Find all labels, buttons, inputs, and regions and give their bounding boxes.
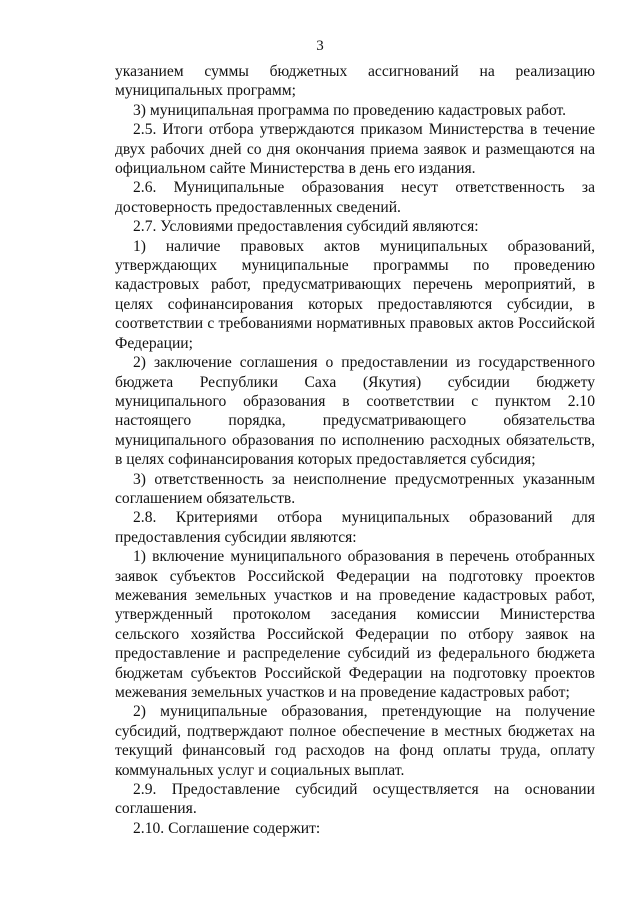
paragraph-2-7-item-1: 1) наличие правовых актов муниципальных образований, утверждающих муниципальные программы по проведению кадастровых работ, предусматривающих перечень мероприятий, в целях софинансирования которых предоставляются субсидии, в соответствии с требованиями нормативных правовых актов Российской Федерации; [115,237,595,352]
paragraph-2-7: 2.7. Условиями предоставления субсидий являются: [133,218,479,236]
paragraph-2-10: 2.10. Соглашение содержит: [133,819,321,837]
paragraph-2-8-item-2: 2) муниципальные образования, претендующие на получение субсидий, подтверждают полное обеспечение в местных бюджетах на текущий финансовый год расходов на фонд оплаты труда, оплату коммунальных услуг и социальных выплат. [115,703,595,779]
document-body [115,62,595,838]
paragraph-2-5: 2.5. Итоги отбора утверждаются приказом Министерства в течение двух рабочих дней со дня окончания приема заявок и размещаются на официальном сайте Министерства в день его издания. [115,121,595,178]
paragraph-2-6: 2.6. Муниципальные образования несут ответственность за достоверность предоставленных сведений. [115,179,595,216]
paragraph-2-8-item-1: 1) включение муниципального образования в перечень отобранных заявок субъектов Российской Федерации на подготовку проектов межевания земельных участков и на проведение кадастровых работ, утвержденный протоколом заседания комиссии Министерства сельского хозяйства Российской Федерации по отбору заявок на предоставление и распределение субсидий из федерального бюджета бюджетам субъектов Российской Федерации на подготовку проектов межевания земельных участков и на проведение кадастровых работ; [115,548,595,701]
paragraph-2-7-item-2: 2) заключение соглашения о предоставлении из государственного бюджета Республики Саха (Якутия) субсидии бюджету муниципального образования в соответствии с пунктом 2.10 настоящего порядка, предусматривающего обязательства муниципального образования по исполнению расходных обязательств, в целях софинансирования которых предоставляется субсидия; [115,354,595,469]
paragraph-2-8: 2.8. Критериями отбора муниципальных образований для предоставления субсидии являются: [115,509,595,546]
page-number: 3 [316,38,324,54]
paragraph-item-3-program: 3) муниципальная программа по проведению кадастровых работ. [133,101,567,119]
paragraph-2-7-item-3: 3) ответственность за неисполнение предусмотренных указанным соглашением обязательств. [115,470,595,507]
paragraph-continuation: указанием суммы бюджетных ассигнований на реализацию муниципальных программ; [115,63,595,100]
paragraph-2-9: 2.9. Предоставление субсидий осуществляется на основании соглашения. [115,781,595,818]
